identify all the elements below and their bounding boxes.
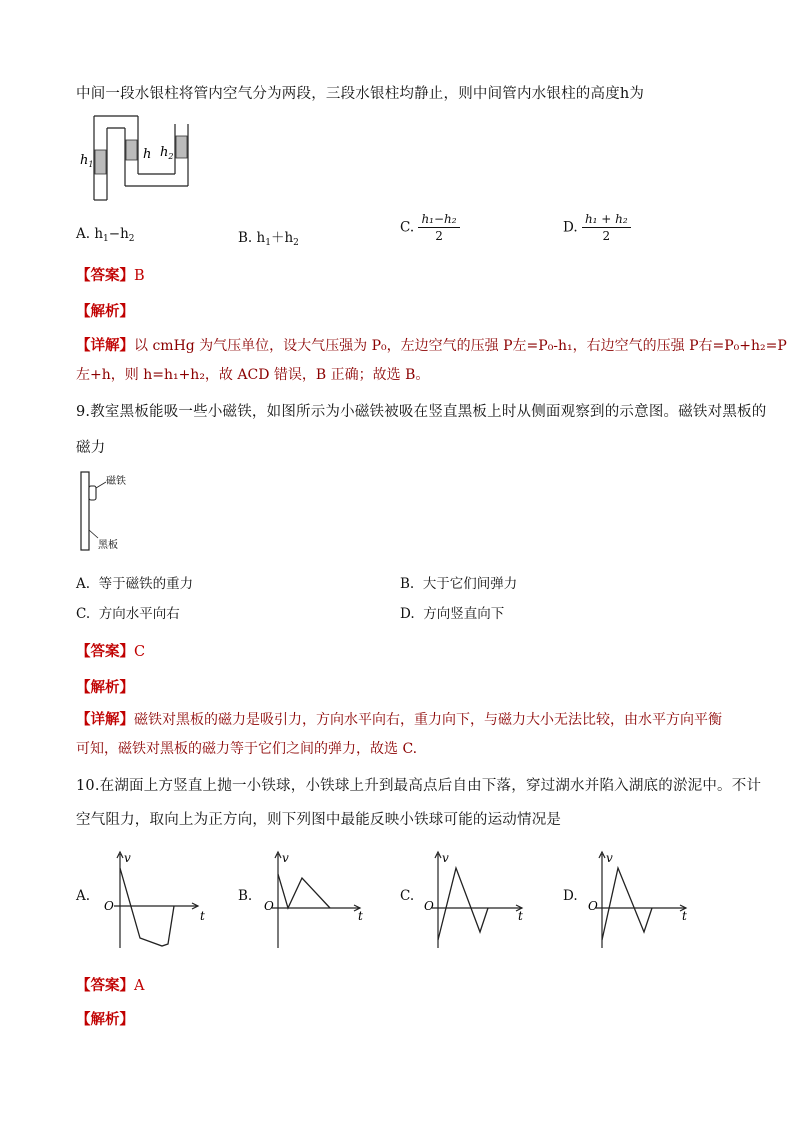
svg-text:v: v	[442, 851, 449, 865]
svg-text:O: O	[588, 899, 598, 913]
q8-option-b: B. $h_1+h_2$	[238, 230, 299, 248]
graph-d-letter: D.	[563, 888, 578, 904]
graph-a-letter: A.	[76, 888, 91, 904]
svg-text:v: v	[606, 851, 613, 865]
q9-stem-line2: 磁力	[76, 440, 106, 456]
q9-answer: 【答案】C	[76, 643, 146, 660]
q8-detail-line2: 左+h，则 h=h₁+h₂，故 ACD 错误，B 正确；故选 B。	[76, 367, 430, 383]
u-tube-figure	[80, 114, 200, 204]
svg-text:t: t	[200, 909, 205, 923]
label-h1: $h_1$	[80, 153, 94, 169]
q8-option-c: C. $\frac{\text{h₁−h₂}}{2}$	[400, 212, 460, 243]
q9-detail-line1: 【详解】磁铁对黑板的磁力是吸引力，方向水平向右，重力向下，与磁力大小无法比较，由水平方向平衡	[76, 711, 722, 728]
svg-text:O: O	[264, 899, 274, 913]
mercury-left	[95, 150, 106, 174]
svg-text:O: O	[424, 899, 434, 913]
label-magnet: 磁铁	[106, 476, 126, 487]
q10-stem-line1: 10.在湖面上方竖直上抛一小铁球，小铁球上升到最高点后自由下落，穿过湖水并陷入湖底的淤泥中。不计	[76, 778, 762, 794]
q10-analysis-label: 【解析】	[76, 1011, 134, 1028]
label-h2: $h_2$	[160, 145, 174, 161]
svg-text:t: t	[518, 909, 523, 923]
q8-detail-line1: 【详解】以 cmHg 为气压单位，设大气压强为 P₀，左边空气的压强 P左=P₀-h₁，右边空气的压强 P右=P₀+h₂=P	[76, 337, 787, 354]
q9-detail-line2: 可知，磁铁对黑板的磁力等于它们之间的弹力，故选 C.	[76, 741, 418, 757]
q9-option-c: C. 方向水平向右	[76, 606, 180, 622]
graph-b	[262, 848, 374, 950]
q10-stem-line2: 空气阻力，取向上为正方向，则下列图中最能反映小铁球可能的运动情况是	[76, 812, 562, 828]
q9-analysis-label: 【解析】	[76, 679, 134, 696]
svg-text:v: v	[124, 851, 131, 865]
mercury-right	[176, 136, 187, 158]
graph-d-curve	[602, 868, 652, 940]
label-board: 黑板	[98, 540, 118, 551]
q9-option-d: D. 方向竖直向下	[400, 606, 505, 622]
q10-answer: 【答案】A	[76, 977, 145, 994]
graph-c-letter: C.	[400, 888, 415, 904]
graph-b-letter: B.	[238, 888, 253, 904]
graph-a-curve	[120, 868, 174, 946]
graph-c	[424, 848, 536, 950]
label-h: h	[143, 147, 152, 162]
q8-option-a: A. $h_1-h_2$	[76, 226, 135, 244]
svg-text:t: t	[358, 909, 363, 923]
svg-text:v: v	[282, 851, 289, 865]
q9-stem-line1: 9.教室黑板能吸一些小磁铁，如图所示为小磁铁被吸在竖直黑板上时从侧面观察到的示意图。磁铁对黑板的	[76, 404, 767, 420]
q8-option-d: D. $\frac{\text{h₁ + h₂}}{2}$	[563, 212, 631, 243]
graph-b-curve	[278, 874, 330, 908]
blackboard	[81, 472, 89, 550]
graph-c-curve	[438, 868, 488, 940]
graph-d	[588, 848, 700, 950]
q8-analysis-label: 【解析】	[76, 303, 134, 320]
q8-answer: 【答案】B	[76, 267, 145, 284]
graph-a	[100, 848, 212, 950]
svg-text:t: t	[682, 909, 687, 923]
mercury-middle	[126, 140, 137, 160]
blackboard-figure	[78, 470, 148, 554]
q8-stem: 中间一段水银柱将管内空气分为两段，三段水银柱均静止，则中间管内水银柱的高度h为	[76, 86, 645, 102]
svg-text:O: O	[104, 899, 114, 913]
magnet	[89, 486, 96, 500]
q9-option-b: B. 大于它们间弹力	[400, 576, 518, 592]
q9-option-a: A. 等于磁铁的重力	[76, 576, 194, 592]
